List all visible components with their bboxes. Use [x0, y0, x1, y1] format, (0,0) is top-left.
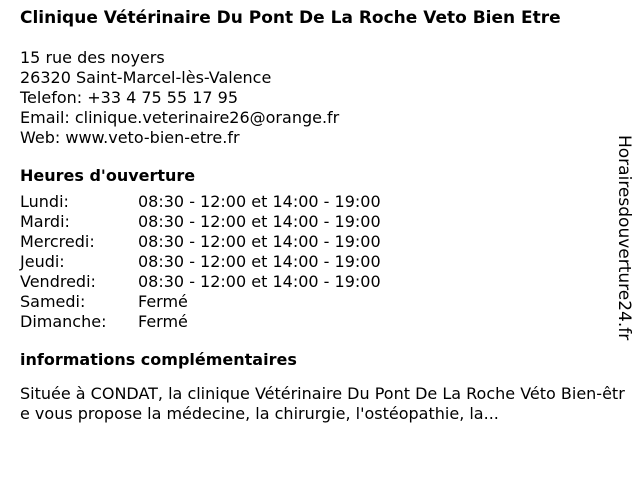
day-label: Samedi:	[20, 292, 86, 311]
day-label: Dimanche:	[20, 312, 107, 331]
hours-row	[20, 212, 615, 232]
city-postal: 26320 Saint-Marcel-lès-Valence	[20, 68, 272, 87]
hours-heading: Heures d'ouverture	[20, 166, 196, 185]
day-label: Vendredi:	[20, 272, 96, 291]
day-hours: 08:30 - 12:00 et 14:00 - 19:00	[138, 212, 381, 231]
day-hours: Fermé	[138, 292, 188, 311]
day-hours: 08:30 - 12:00 et 14:00 - 19:00	[138, 232, 381, 251]
hours-row	[20, 192, 615, 212]
site-watermark: Horairesdouverture24.fr	[614, 135, 634, 341]
contact-block	[20, 48, 615, 148]
website-link[interactable]: Web: www.veto-bien-etre.fr	[20, 128, 240, 147]
info-heading: informations complémentaires	[20, 350, 297, 369]
day-label: Lundi:	[20, 192, 69, 211]
hours-row	[20, 252, 615, 272]
info-description: Située à CONDAT, la clinique Vétérinaire Du Pont De La Roche Véto Bien-être vous propose la médecine, la chirurgie, l'ostéopathie, la...	[20, 384, 625, 423]
phone-number[interactable]: Telefon: +33 4 75 55 17 95	[20, 88, 239, 107]
day-label: Mardi:	[20, 212, 70, 231]
day-hours: 08:30 - 12:00 et 14:00 - 19:00	[138, 192, 381, 211]
hours-table	[20, 192, 615, 332]
day-label: Jeudi:	[20, 252, 65, 271]
day-label: Mercredi:	[20, 232, 95, 251]
day-hours: 08:30 - 12:00 et 14:00 - 19:00	[138, 272, 381, 291]
hours-row	[20, 312, 615, 332]
clinic-name: Clinique Vétérinaire Du Pont De La Roche Veto Bien Etre	[20, 8, 561, 28]
street-address: 15 rue des noyers	[20, 48, 165, 67]
hours-row	[20, 272, 615, 292]
day-hours: Fermé	[138, 312, 188, 331]
day-hours: 08:30 - 12:00 et 14:00 - 19:00	[138, 252, 381, 271]
hours-row	[20, 292, 615, 312]
hours-row	[20, 232, 615, 252]
email-address[interactable]: Email: clinique.veterinaire26@orange.fr	[20, 108, 340, 127]
